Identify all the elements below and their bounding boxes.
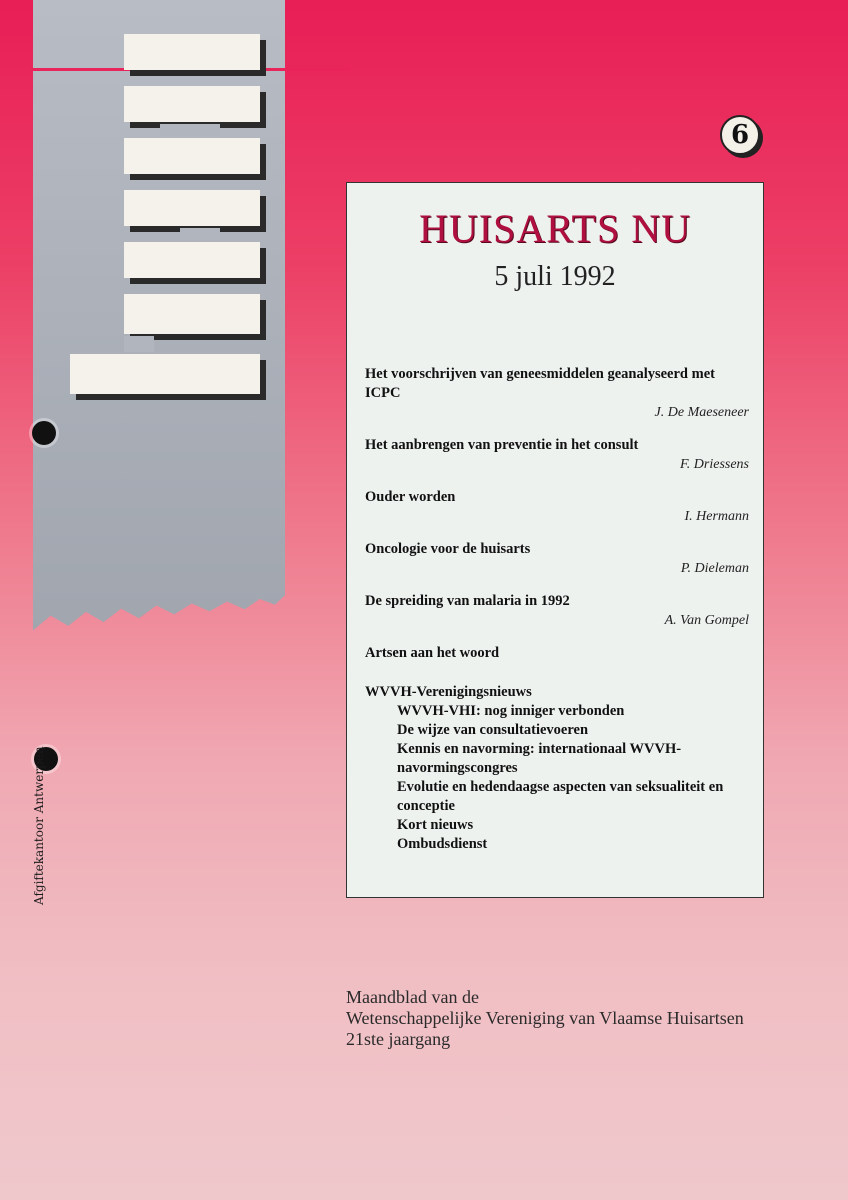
- toc-section: [365, 683, 749, 854]
- toc-section-item: Ombudsdienst: [397, 836, 488, 852]
- toc-entry: [365, 436, 749, 474]
- toc-entry-author: A. Van Gompel: [664, 613, 749, 628]
- toc-section-title: WVVH-Verenigingsnieuws: [365, 684, 532, 700]
- issue-number-badge: 6: [720, 115, 760, 155]
- table-of-contents: [365, 365, 749, 868]
- toc-section-item: De wijze van consultatievoeren: [397, 722, 589, 738]
- toc-section-item: Kennis en navorming: internationaal WVVH-navormingscongres: [397, 741, 682, 776]
- toc-entry-title: Artsen aan het woord: [365, 645, 500, 661]
- toc-section-item: WVVH-VHI: nog inniger verbonden: [397, 703, 625, 719]
- toc-entry: [365, 540, 749, 578]
- toc-entry: [365, 644, 749, 663]
- toc-entry-title: Ouder worden: [365, 489, 456, 505]
- footer-line: Wetenschappelijke Vereniging van Vlaamse Huisartsen: [346, 1008, 744, 1028]
- punch-hole-top: [32, 421, 56, 445]
- toc-entry: [365, 488, 749, 526]
- toc-entry-title: Oncologie voor de huisarts: [365, 541, 531, 557]
- toc-entry-title: Het voorschrijven van geneesmiddelen geanalyseerd met ICPC: [365, 366, 715, 401]
- toc-entry-title: De spreiding van malaria in 1992: [365, 593, 570, 609]
- toc-section-item: Kort nieuws: [397, 817, 474, 833]
- toc-entry: [365, 592, 749, 630]
- toc-entry-title: Het aanbrengen van preventie in het consult: [365, 437, 639, 453]
- spine-postal-text: Afgiftekantoor Antwerpen: [32, 746, 46, 905]
- toc-entry-author: P. Dieleman: [680, 561, 749, 576]
- toc-entry-author: I. Hermann: [684, 509, 749, 524]
- huisarts-nu-logo: [60, 20, 270, 410]
- contents-panel: [346, 182, 764, 898]
- toc-entry: [365, 365, 749, 422]
- toc-section-item: Evolutie en hedendaagse aspecten van seksualiteit en conceptie: [397, 779, 724, 814]
- magazine-title: HUISARTS NU: [419, 206, 691, 251]
- footer-line: 21ste jaargang: [346, 1029, 451, 1049]
- toc-entry-author: J. De Maeseneer: [654, 405, 749, 420]
- toc-entry-author: F. Driessens: [680, 457, 749, 472]
- publisher-footer: [346, 987, 826, 1050]
- footer-line: Maandblad van de: [346, 987, 479, 1007]
- issue-date: 5 juli 1992: [494, 261, 616, 292]
